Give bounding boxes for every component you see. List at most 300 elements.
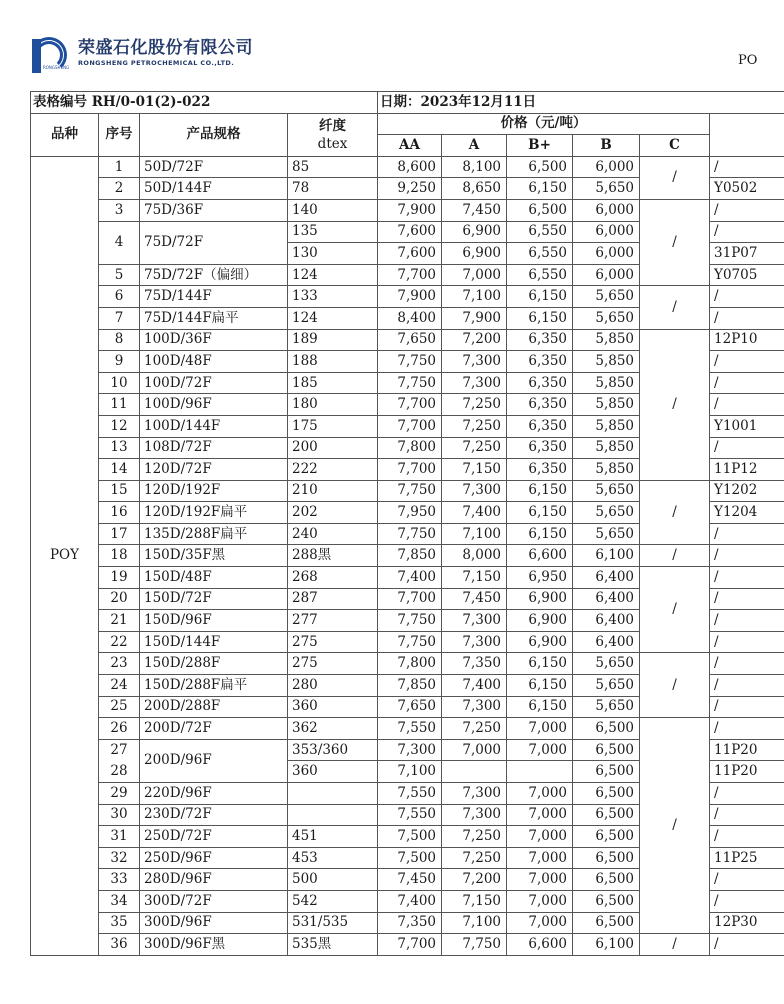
spec-cell: 280D/96F	[140, 869, 288, 891]
price-b-cell: 6,400	[573, 610, 640, 632]
price-a-cell: 7,300	[442, 351, 507, 373]
price-aa-cell: 7,700	[378, 459, 442, 481]
price-aa-cell: 7,700	[378, 588, 442, 610]
header-row-1	[31, 113, 784, 135]
price-bplus-cell: 6,950	[507, 567, 573, 589]
spec-cell: 75D/72F	[140, 221, 288, 264]
dtex-cell: 542	[288, 890, 378, 912]
dtex-cell: 130	[288, 243, 378, 265]
price-b-cell: 6,000	[573, 264, 640, 286]
spec-cell: 75D/144F	[140, 286, 288, 308]
table-row	[31, 199, 784, 221]
price-bplus-cell: 6,900	[507, 631, 573, 653]
price-aa-cell: 7,450	[378, 869, 442, 891]
price-bplus-cell: 7,000	[507, 783, 573, 805]
price-a-cell: 7,100	[442, 286, 507, 308]
price-b-cell: 6,500	[573, 847, 640, 869]
spec-cell: 100D/48F	[140, 351, 288, 373]
price-b-cell: 5,650	[573, 696, 640, 718]
note-cell: Y1202	[710, 480, 784, 502]
price-aa-cell: 7,550	[378, 718, 442, 740]
price-a-cell: 7,400	[442, 675, 507, 697]
price-aa-cell: 7,300	[378, 739, 442, 761]
header-price: 价格（元/吨）	[378, 113, 710, 135]
table-row	[31, 545, 784, 567]
spec-cell: 300D/72F	[140, 890, 288, 912]
spec-cell: 135D/288F扁平	[140, 523, 288, 545]
note-cell: 11P20	[710, 739, 784, 761]
price-a-cell: 8,000	[442, 545, 507, 567]
header-fineness-label: 纤度	[319, 117, 347, 134]
price-aa-cell: 7,100	[378, 761, 442, 783]
seq-cell: 28	[99, 761, 140, 783]
dtex-cell: 200	[288, 437, 378, 459]
price-a-cell: 7,150	[442, 459, 507, 481]
dtex-cell: 202	[288, 502, 378, 524]
seq-cell: 17	[99, 523, 140, 545]
seq-cell: 10	[99, 372, 140, 394]
price-bplus-cell: 6,150	[507, 696, 573, 718]
spec-cell: 150D/288F	[140, 653, 288, 675]
note-cell: /	[710, 545, 784, 567]
price-aa-cell: 7,800	[378, 437, 442, 459]
seq-cell: 25	[99, 696, 140, 718]
dtex-cell: 531/535	[288, 912, 378, 934]
price-a-cell: 7,300	[442, 480, 507, 502]
spec-cell: 120D/192F扁平	[140, 502, 288, 524]
price-b-cell: 6,500	[573, 739, 640, 761]
price-a-cell: 8,100	[442, 156, 507, 178]
seq-cell: 3	[99, 199, 140, 221]
seq-cell: 20	[99, 588, 140, 610]
dtex-cell: 133	[288, 286, 378, 308]
price-a-cell: 7,900	[442, 307, 507, 329]
price-b-cell: 5,850	[573, 329, 640, 351]
price-aa-cell: 7,350	[378, 912, 442, 934]
seq-cell: 12	[99, 415, 140, 437]
price-c-cell: /	[640, 286, 710, 329]
note-cell: /	[710, 394, 784, 416]
price-b-cell: 5,650	[573, 675, 640, 697]
price-a-cell: 7,250	[442, 718, 507, 740]
price-a-cell: 7,150	[442, 567, 507, 589]
note-cell: 11P12	[710, 459, 784, 481]
seq-cell: 15	[99, 480, 140, 502]
seq-cell: 13	[99, 437, 140, 459]
spec-cell: 100D/72F	[140, 372, 288, 394]
spec-cell: 150D/48F	[140, 567, 288, 589]
seq-cell: 5	[99, 264, 140, 286]
note-cell: /	[710, 221, 784, 243]
table-row	[31, 567, 784, 589]
price-aa-cell: 7,750	[378, 372, 442, 394]
price-aa-cell: 7,850	[378, 675, 442, 697]
price-b-cell: 5,850	[573, 394, 640, 416]
price-b-cell: 6,000	[573, 199, 640, 221]
price-bplus-cell: 6,350	[507, 437, 573, 459]
price-aa-cell: 7,600	[378, 243, 442, 265]
seq-cell: 14	[99, 459, 140, 481]
table-row	[31, 480, 784, 502]
note-cell: /	[710, 523, 784, 545]
price-aa-cell: 7,800	[378, 653, 442, 675]
price-b-cell: 6,500	[573, 890, 640, 912]
price-a-cell: 7,250	[442, 847, 507, 869]
price-bplus-cell: 7,000	[507, 890, 573, 912]
price-a-cell: 7,450	[442, 199, 507, 221]
seq-cell: 27	[99, 739, 140, 761]
price-a-cell: 7,300	[442, 783, 507, 805]
note-cell: /	[710, 351, 784, 373]
seq-cell: 1	[99, 156, 140, 178]
spec-cell: 120D/192F	[140, 480, 288, 502]
price-aa-cell: 8,600	[378, 156, 442, 178]
price-a-cell: 7,100	[442, 912, 507, 934]
dtex-cell: 180	[288, 394, 378, 416]
price-b-cell: 6,400	[573, 567, 640, 589]
spec-cell: 75D/36F	[140, 199, 288, 221]
note-cell: /	[710, 934, 784, 956]
spec-cell: 230D/72F	[140, 804, 288, 826]
price-c-cell: /	[640, 934, 710, 956]
header-fineness	[288, 113, 378, 156]
spec-cell: 200D/288F	[140, 696, 288, 718]
table-row	[31, 156, 784, 178]
spec-cell: 150D/144F	[140, 631, 288, 653]
note-cell: 31P07	[710, 243, 784, 265]
price-aa-cell: 7,750	[378, 351, 442, 373]
dtex-cell: 353/360	[288, 739, 378, 761]
price-b-cell: 5,850	[573, 351, 640, 373]
price-bplus-cell: 6,150	[507, 653, 573, 675]
note-cell: /	[710, 286, 784, 308]
price-bplus-cell: 7,000	[507, 847, 573, 869]
dtex-cell: 140	[288, 199, 378, 221]
form-date: 日期：2023年12月11日	[378, 92, 784, 114]
seq-cell: 31	[99, 826, 140, 848]
price-c-cell: /	[640, 199, 710, 285]
price-a-cell: 7,300	[442, 804, 507, 826]
price-bplus-cell: 6,900	[507, 610, 573, 632]
spec-cell: 75D/144F扁平	[140, 307, 288, 329]
header-note	[710, 113, 784, 156]
table-row	[31, 934, 784, 956]
spec-cell: 150D/96F	[140, 610, 288, 632]
note-cell: 11P25	[710, 847, 784, 869]
dtex-cell: 240	[288, 523, 378, 545]
dtex-cell: 362	[288, 718, 378, 740]
price-a-cell: 7,250	[442, 394, 507, 416]
spec-cell: 200D/72F	[140, 718, 288, 740]
price-a-cell	[442, 761, 507, 783]
company-logo	[32, 38, 253, 74]
note-cell: /	[710, 307, 784, 329]
dtex-cell: 275	[288, 631, 378, 653]
price-a-cell: 7,300	[442, 372, 507, 394]
price-a-cell: 7,250	[442, 826, 507, 848]
price-a-cell: 7,200	[442, 869, 507, 891]
seq-cell: 32	[99, 847, 140, 869]
dtex-cell: 85	[288, 156, 378, 178]
company-name-cn: 荣盛石化股份有限公司	[78, 38, 253, 58]
corner-code: PO	[738, 53, 758, 68]
price-a-cell: 7,100	[442, 523, 507, 545]
price-a-cell: 7,250	[442, 437, 507, 459]
price-b-cell: 6,100	[573, 934, 640, 956]
dtex-cell: 210	[288, 480, 378, 502]
price-b-cell: 5,650	[573, 307, 640, 329]
spec-cell: 50D/144F	[140, 178, 288, 200]
note-cell: 11P20	[710, 761, 784, 783]
price-b-cell: 6,500	[573, 718, 640, 740]
price-table	[30, 91, 784, 956]
price-b-cell: 6,500	[573, 912, 640, 934]
price-aa-cell: 8,400	[378, 307, 442, 329]
price-a-cell: 7,150	[442, 890, 507, 912]
price-aa-cell: 7,900	[378, 199, 442, 221]
seq-cell: 19	[99, 567, 140, 589]
price-b-cell: 6,000	[573, 156, 640, 178]
spec-cell: 220D/96F	[140, 783, 288, 805]
spec-cell: 300D/96F黑	[140, 934, 288, 956]
header-fineness-unit: dtex	[317, 135, 348, 152]
spec-cell: 100D/144F	[140, 415, 288, 437]
price-b-cell: 6,000	[573, 243, 640, 265]
price-a-cell: 7,300	[442, 610, 507, 632]
price-b-cell: 6,500	[573, 869, 640, 891]
note-cell: /	[710, 675, 784, 697]
price-bplus-cell: 6,550	[507, 264, 573, 286]
header-spec: 产品规格	[140, 113, 288, 156]
price-b-cell: 6,500	[573, 826, 640, 848]
note-cell: /	[710, 610, 784, 632]
header-grade-b: B	[573, 135, 640, 157]
price-bplus-cell: 6,500	[507, 199, 573, 221]
table-row	[31, 329, 784, 351]
price-aa-cell: 7,750	[378, 610, 442, 632]
price-b-cell: 6,500	[573, 783, 640, 805]
note-cell: 12P10	[710, 329, 784, 351]
price-b-cell: 5,850	[573, 437, 640, 459]
price-aa-cell: 7,650	[378, 696, 442, 718]
header-grade-aa: AA	[378, 135, 442, 157]
note-cell: 12P30	[710, 912, 784, 934]
price-c-cell: /	[640, 653, 710, 718]
price-b-cell: 5,850	[573, 372, 640, 394]
dtex-cell: 275	[288, 653, 378, 675]
table-row	[31, 653, 784, 675]
price-bplus-cell: 7,000	[507, 804, 573, 826]
dtex-cell: 288黑	[288, 545, 378, 567]
price-aa-cell: 7,900	[378, 286, 442, 308]
price-b-cell: 6,100	[573, 545, 640, 567]
dtex-cell: 451	[288, 826, 378, 848]
price-a-cell: 7,300	[442, 696, 507, 718]
price-aa-cell: 7,700	[378, 394, 442, 416]
seq-cell: 24	[99, 675, 140, 697]
price-b-cell: 5,650	[573, 480, 640, 502]
price-a-cell: 8,650	[442, 178, 507, 200]
price-c-cell: /	[640, 718, 710, 934]
dtex-cell: 124	[288, 307, 378, 329]
price-aa-cell: 7,600	[378, 221, 442, 243]
dtex-cell: 268	[288, 567, 378, 589]
seq-cell: 8	[99, 329, 140, 351]
note-cell: Y0502	[710, 178, 784, 200]
seq-cell: 26	[99, 718, 140, 740]
seq-cell: 11	[99, 394, 140, 416]
price-b-cell: 5,650	[573, 523, 640, 545]
dtex-cell: 189	[288, 329, 378, 351]
seq-cell: 16	[99, 502, 140, 524]
price-bplus-cell: 6,350	[507, 351, 573, 373]
price-aa-cell: 7,700	[378, 415, 442, 437]
price-c-cell: /	[640, 329, 710, 480]
dtex-cell: 78	[288, 178, 378, 200]
spec-cell: 150D/72F	[140, 588, 288, 610]
note-cell: /	[710, 804, 784, 826]
form-code: 表格编号 RH/0-01(2)-022	[31, 92, 378, 114]
price-aa-cell: 7,500	[378, 847, 442, 869]
dtex-cell: 360	[288, 761, 378, 783]
spec-cell: 150D/288F扁平	[140, 675, 288, 697]
price-aa-cell: 7,550	[378, 804, 442, 826]
logo-sub-text: RONGSHENG	[43, 65, 70, 70]
dtex-cell: 360	[288, 696, 378, 718]
price-b-cell: 5,650	[573, 502, 640, 524]
price-b-cell: 6,500	[573, 761, 640, 783]
spec-cell: 75D/72F（偏细）	[140, 264, 288, 286]
price-bplus-cell: 6,600	[507, 934, 573, 956]
spec-cell: 100D/36F	[140, 329, 288, 351]
seq-cell: 2	[99, 178, 140, 200]
price-a-cell: 7,300	[442, 631, 507, 653]
dtex-cell: 535黑	[288, 934, 378, 956]
price-b-cell: 5,850	[573, 415, 640, 437]
price-aa-cell: 7,950	[378, 502, 442, 524]
logo-mark-icon	[32, 38, 74, 74]
dtex-cell: 500	[288, 869, 378, 891]
spec-cell: 120D/72F	[140, 459, 288, 481]
header-seq: 序号	[99, 113, 140, 156]
seq-cell: 23	[99, 653, 140, 675]
price-bplus-cell: 6,500	[507, 156, 573, 178]
price-bplus-cell: 6,350	[507, 329, 573, 351]
spec-cell: 100D/96F	[140, 394, 288, 416]
note-cell: /	[710, 199, 784, 221]
header-grade-bplus: B+	[507, 135, 573, 157]
price-bplus-cell: 6,350	[507, 415, 573, 437]
price-bplus-cell: 6,350	[507, 372, 573, 394]
dtex-cell: 175	[288, 415, 378, 437]
note-cell: /	[710, 718, 784, 740]
price-bplus-cell: 6,150	[507, 307, 573, 329]
price-bplus-cell: 6,900	[507, 588, 573, 610]
price-aa-cell: 7,550	[378, 783, 442, 805]
price-aa-cell: 7,700	[378, 264, 442, 286]
price-a-cell: 6,900	[442, 221, 507, 243]
note-cell: /	[710, 869, 784, 891]
price-aa-cell: 7,700	[378, 934, 442, 956]
price-bplus-cell: 7,000	[507, 826, 573, 848]
note-cell: /	[710, 890, 784, 912]
spec-cell: 150D/35F黑	[140, 545, 288, 567]
price-a-cell: 7,350	[442, 653, 507, 675]
spec-cell: 50D/72F	[140, 156, 288, 178]
price-b-cell: 6,500	[573, 804, 640, 826]
spec-cell: 200D/96F	[140, 739, 288, 782]
note-cell: /	[710, 437, 784, 459]
price-bplus-cell: 7,000	[507, 912, 573, 934]
price-a-cell: 7,200	[442, 329, 507, 351]
note-cell: /	[710, 631, 784, 653]
price-aa-cell: 7,650	[378, 329, 442, 351]
price-aa-cell: 9,250	[378, 178, 442, 200]
price-a-cell: 7,250	[442, 415, 507, 437]
price-aa-cell: 7,750	[378, 523, 442, 545]
header-variety: 品种	[31, 113, 99, 156]
price-aa-cell: 7,750	[378, 631, 442, 653]
price-bplus-cell: 6,600	[507, 545, 573, 567]
price-c-cell: /	[640, 480, 710, 545]
price-c-cell: /	[640, 545, 710, 567]
price-bplus-cell: 7,000	[507, 739, 573, 761]
seq-cell: 36	[99, 934, 140, 956]
price-a-cell: 7,450	[442, 588, 507, 610]
dtex-cell	[288, 783, 378, 805]
spec-cell: 108D/72F	[140, 437, 288, 459]
note-cell: /	[710, 567, 784, 589]
header-grade-a: A	[442, 135, 507, 157]
spec-cell: 300D/96F	[140, 912, 288, 934]
spec-cell: 250D/96F	[140, 847, 288, 869]
seq-cell: 6	[99, 286, 140, 308]
seq-cell: 30	[99, 804, 140, 826]
price-bplus-cell: 6,150	[507, 286, 573, 308]
dtex-cell: 277	[288, 610, 378, 632]
price-aa-cell: 7,850	[378, 545, 442, 567]
seq-cell: 21	[99, 610, 140, 632]
price-a-cell: 7,750	[442, 934, 507, 956]
spec-cell: 250D/72F	[140, 826, 288, 848]
note-cell: /	[710, 826, 784, 848]
price-bplus-cell: 6,150	[507, 523, 573, 545]
table-row	[31, 286, 784, 308]
seq-cell: 29	[99, 783, 140, 805]
price-a-cell: 7,400	[442, 502, 507, 524]
dtex-cell: 124	[288, 264, 378, 286]
note-cell: /	[710, 156, 784, 178]
price-bplus-cell: 7,000	[507, 718, 573, 740]
price-c-cell: /	[640, 567, 710, 653]
dtex-cell: 135	[288, 221, 378, 243]
dtex-cell: 188	[288, 351, 378, 373]
note-cell: Y0705	[710, 264, 784, 286]
price-aa-cell: 7,400	[378, 890, 442, 912]
price-aa-cell: 7,500	[378, 826, 442, 848]
price-b-cell: 6,400	[573, 631, 640, 653]
variety-cell: POY	[31, 156, 99, 955]
price-bplus-cell: 7,000	[507, 869, 573, 891]
header-grade-c: C	[640, 135, 710, 157]
price-bplus-cell: 6,350	[507, 459, 573, 481]
dtex-cell: 287	[288, 588, 378, 610]
company-name-en: RONGSHENG PETROCHEMICAL CO.,LTD.	[78, 59, 235, 67]
dtex-cell: 185	[288, 372, 378, 394]
price-b-cell: 5,850	[573, 459, 640, 481]
price-a-cell: 6,900	[442, 243, 507, 265]
note-cell: /	[710, 783, 784, 805]
